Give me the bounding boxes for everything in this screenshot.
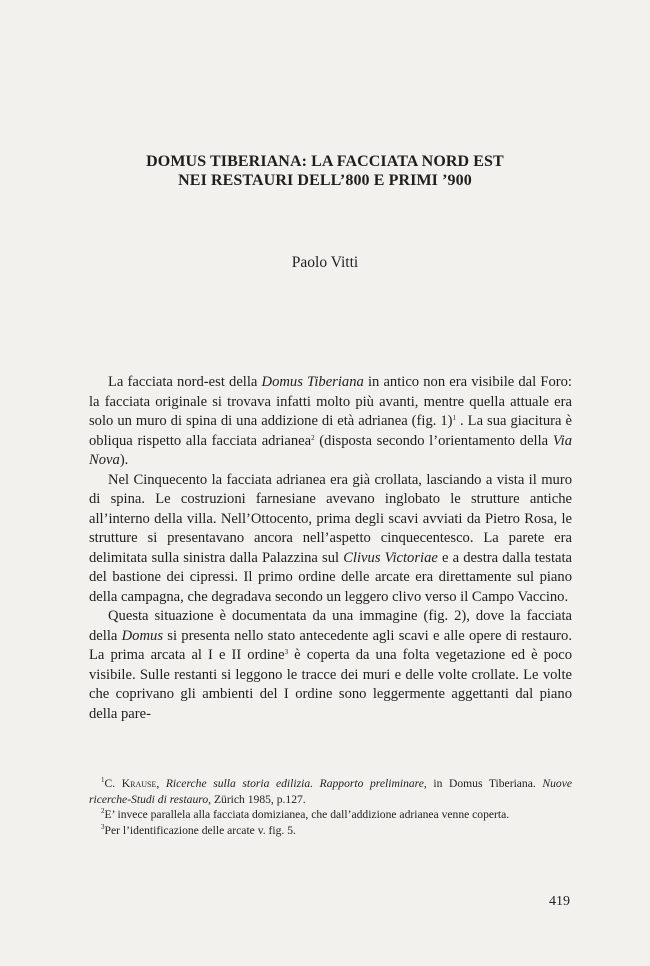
footnote-ref: 1 bbox=[452, 414, 457, 422]
paragraph-2 bbox=[89, 471, 572, 608]
footnote-number: 3 bbox=[101, 822, 105, 831]
text-run: e a destra dalla testata del bastione dei cipressi. Il primo ordine delle arcate era direttamente sul piano della campagna, che degradava secondo un leggero clivo verso il Campo Vaccino. bbox=[89, 549, 573, 605]
text-run: ). bbox=[119, 452, 129, 468]
text-run: Questa situazione è documentata da una immagine (fig. 2), dove la facciata della bbox=[89, 608, 572, 644]
italic-run: Via Nova bbox=[89, 432, 573, 468]
article-body bbox=[89, 373, 572, 724]
text-run: si presenta nello stato antecedente agli scavi e alle opere di restauro. La prima arcata al I e II ordine bbox=[89, 627, 572, 663]
text-run: , bbox=[156, 777, 166, 790]
title-line-2: NEI RESTAURI DELL’800 E PRIMI ’900 bbox=[178, 172, 472, 189]
text-run: in antico non era visibile dal Foro: la facciata originale si trovava infatti molto più avanti, mentre quella attuale era solo un muro di spina di una addizione di età adrianea (fig. 1) bbox=[89, 374, 572, 429]
text-run: . La sua giacitura è obliqua rispetto alla facciata adrianea bbox=[89, 413, 572, 449]
article-title bbox=[0, 152, 650, 190]
paragraph-1 bbox=[89, 373, 572, 471]
italic-run: Domus Tiberiana bbox=[261, 374, 364, 390]
footnote-ref: 2 bbox=[311, 433, 315, 442]
text-run: C. bbox=[104, 777, 122, 790]
text-run: Per l’identificazione delle arcate v. fig. 5. bbox=[104, 823, 296, 837]
page-number: 419 bbox=[549, 894, 570, 909]
author-small-caps: Krause bbox=[121, 777, 157, 790]
author-name: Paolo Vitti bbox=[291, 254, 359, 271]
text-run: E’ invece parallela alla facciata domizianea, che dall’addizione adrianea venne coperta. bbox=[104, 808, 510, 821]
text-run: Nel Cinquecento la facciata adrianea era già crollata, lasciando a vista il muro di spina. Le costruzioni farnesiane avevano inglobato le strutture antiche all’interno della villa. Nell’Ottocento, prima degli scavi avviati da Pietro Rosa, le strutture si presentavano ancora nell’aspetto cinquecentesco. La parete era delimitata sulla sinistra dalla Palazzina sul bbox=[89, 471, 572, 566]
text-run: , in Domus Tiberiana. bbox=[423, 777, 543, 790]
italic-run: Domus bbox=[121, 627, 163, 644]
footnotes bbox=[89, 776, 572, 838]
italic-run: Ricerche sulla storia edilizia. Rapporto preliminare bbox=[165, 777, 424, 790]
footnote-2 bbox=[89, 807, 572, 823]
title-line-1: DOMUS TIBERIANA: LA FACCIATA NORD EST bbox=[146, 153, 504, 170]
text-run: La facciata nord-est della bbox=[108, 374, 262, 390]
italic-run: Clivus Victoriae bbox=[343, 549, 438, 566]
text-run: (disposta secondo l’orientamento della bbox=[314, 432, 553, 449]
footnote-number: 1 bbox=[101, 776, 105, 784]
paragraph-3 bbox=[89, 607, 572, 724]
text-run: è coperta da una folta vegetazione ed è poco visibile. Sulle restanti si leggono le tracce dei muri e delle volte crollate. Le volte che coprivano gli ambienti del I ordine sono leggermente aggettanti dal piano della pare- bbox=[89, 647, 572, 722]
footnote-ref: 3 bbox=[284, 648, 289, 656]
text-run: , Zürich 1985, p.127. bbox=[208, 792, 306, 806]
footnote-number: 2 bbox=[101, 807, 105, 815]
footnote-1 bbox=[89, 776, 572, 807]
italic-run: Nuove ricerche-Studi di restauro bbox=[89, 777, 572, 806]
footnote-3 bbox=[89, 823, 572, 839]
